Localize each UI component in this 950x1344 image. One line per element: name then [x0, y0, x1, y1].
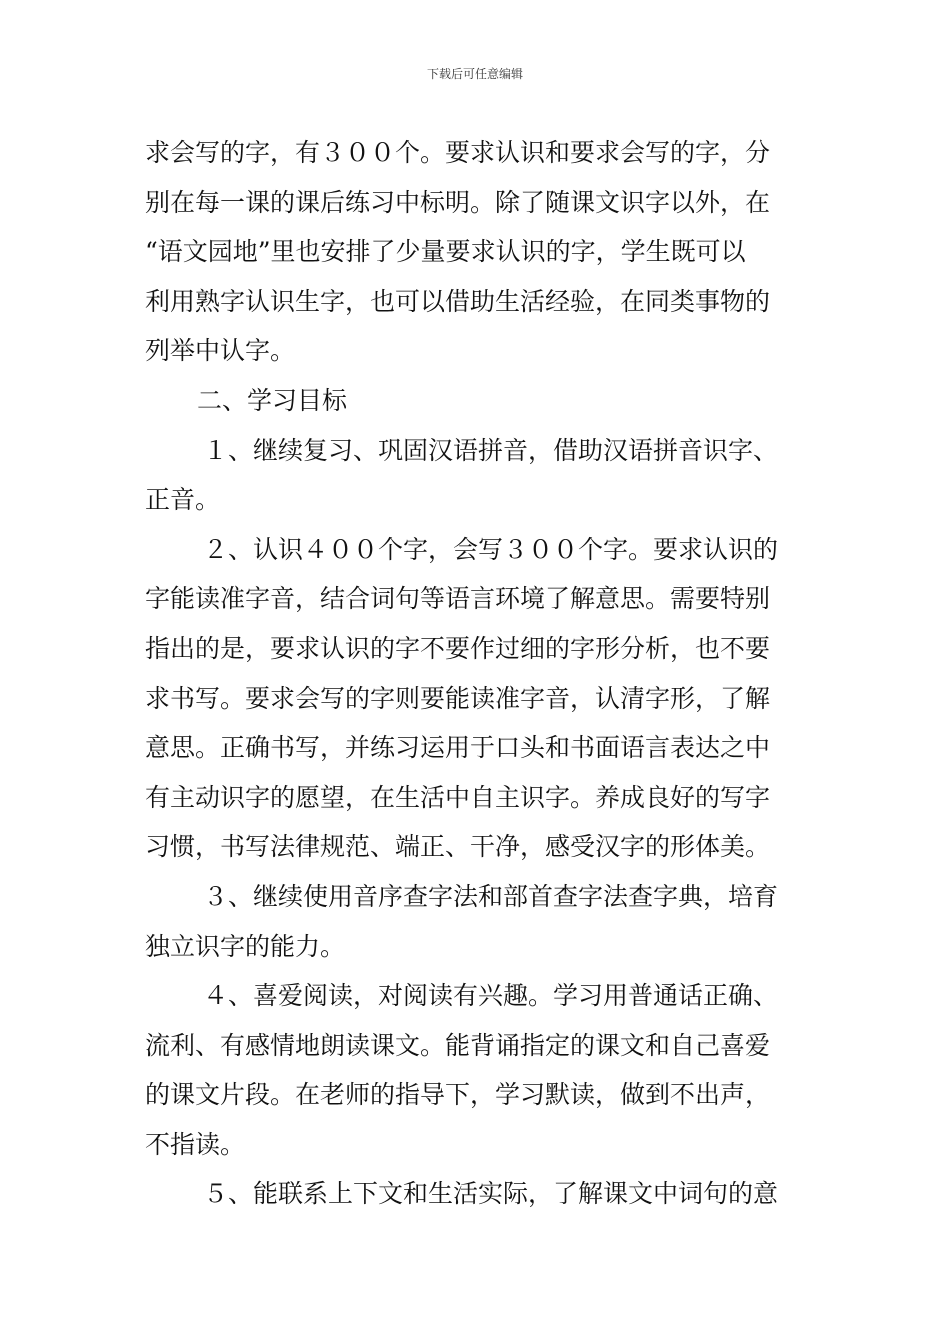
text-line: 的课文片段。在老师的指导下，学习默读，做到不出声， [145, 1080, 771, 1110]
page-header: 下载后可任意编辑 [426, 67, 523, 81]
text-line: 列举中认字。 [145, 336, 296, 366]
text-line: 不指读。 [145, 1129, 246, 1159]
text-line: 独立识字的能力。 [145, 931, 346, 961]
list-item-start: １、继续复习、巩固汉语拼音，借助汉语拼音识字、 [203, 435, 779, 465]
document-body [145, 128, 815, 1219]
text-line: 别在每一课的课后练习中标明。除了随课文识字以外，在 [145, 187, 771, 217]
list-item-start: ４、喜爱阅读，对阅读有兴趣。学习用普通话正确、 [203, 981, 779, 1011]
text-line: 求会写的字，有３００个。要求认识和要求会写的字，分 [145, 138, 771, 167]
text-line: 正音。 [145, 485, 221, 515]
text-line: 习惯，书写法律规范、端正、干净，感受汉字的形体美。 [145, 832, 771, 862]
text-line: 求书写。要求会写的字则要能读准字音，认清字形，了解 [145, 683, 771, 713]
list-item-start: ３、继续使用音序查字法和部首查字法查字典，培育 [203, 881, 779, 911]
text-line: 意思。正确书写，并练习运用于口头和书面语言表达之中 [145, 733, 771, 763]
text-line: 利用熟字认识生字，也可以借助生活经验，在同类事物的 [145, 286, 771, 316]
text-line: 字能读准字音，结合词句等语言环境了解意思。需要特别 [145, 584, 771, 614]
text-line: 流利、有感情地朗读课文。能背诵指定的课文和自己喜爱 [145, 1030, 771, 1060]
text-line: “语文园地”里也安排了少量要求认识的字，学生既可以 [145, 237, 746, 267]
text-line: 指出的是，要求认识的字不要作过细的字形分析，也不要 [145, 633, 771, 663]
text-line: 有主动识字的愿望，在生活中自主识字。养成良好的写字 [145, 782, 771, 812]
list-item-start: ２、认识４００个字，会写３００个字。要求认识的 [203, 534, 779, 564]
section-heading: 二、学习目标 [197, 385, 348, 415]
list-item-start: ５、能联系上下文和生活实际，了解课文中词句的意 [203, 1179, 779, 1209]
